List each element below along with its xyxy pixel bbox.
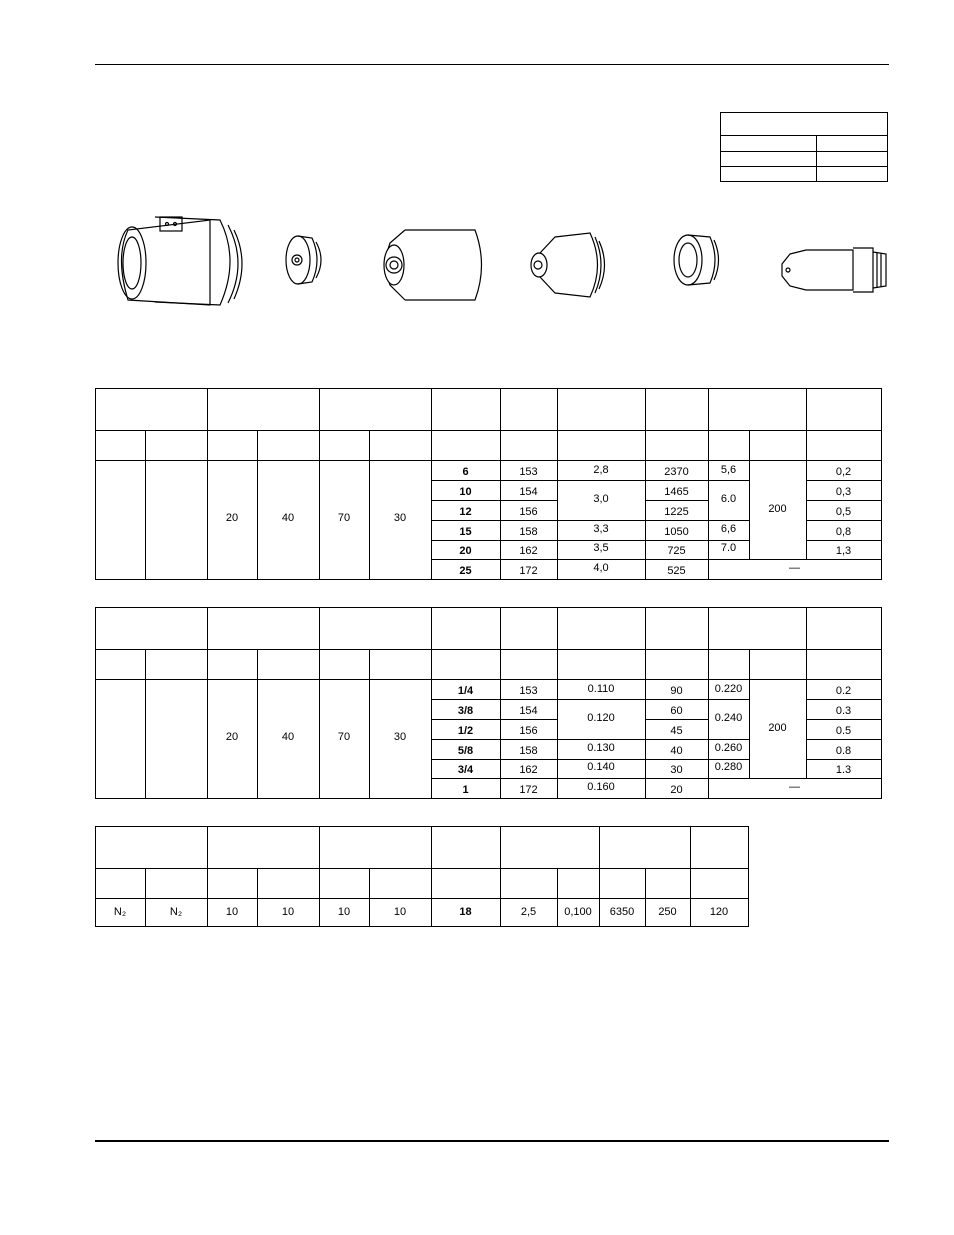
shield-gas-cell: N₂ — [169, 906, 183, 918]
electrode-icon — [778, 240, 893, 300]
shield-icon — [110, 205, 245, 310]
gas-flow-2: 40 — [281, 731, 295, 743]
gas-flow-3: 70 — [337, 512, 351, 524]
pierce-height-cell: 7.0 — [720, 542, 737, 554]
pierce-height-cell: 0.260 — [714, 742, 743, 754]
standoff-cell: 0.160 — [587, 781, 615, 793]
standoff-cell: 0.110 — [587, 683, 615, 695]
pierce-height-cell: 0.240 — [714, 712, 743, 724]
gas-flow-2: 40 — [281, 512, 295, 524]
pierce-height-cell: 5,6 — [720, 464, 737, 476]
thickness-cell: 12 — [459, 506, 472, 518]
pierce-height-cell: 6,6 — [720, 523, 737, 535]
thickness-cell: 6 — [462, 466, 469, 478]
value-cell: 6350 — [609, 906, 635, 918]
standoff-cell: 0.120 — [587, 712, 615, 724]
pierce-delay-cell: 0,8 — [835, 526, 852, 538]
thickness-cell: 20 — [459, 545, 472, 557]
speed-cell: 30 — [670, 764, 683, 776]
speed-cell: 525 — [667, 565, 686, 577]
thickness-cell: 5/8 — [457, 745, 474, 757]
dash-cell: — — [789, 562, 800, 574]
gas-flow-4: 30 — [393, 731, 407, 743]
value-cell: 2,5 — [520, 906, 537, 918]
voltage-cell: 162 — [519, 764, 538, 776]
voltage-cell: 172 — [519, 784, 538, 796]
thickness-cell: 1/2 — [457, 725, 474, 737]
value-cell: 10 — [337, 906, 351, 918]
thickness-cell: 1 — [462, 784, 469, 796]
thickness-cell: 10 — [459, 486, 472, 498]
standoff-cell: 3,3 — [593, 523, 609, 535]
pierce-height-cell: 0.280 — [714, 761, 743, 773]
gas-flow-1: 20 — [225, 731, 239, 743]
value-cell: 0,100 — [564, 906, 592, 918]
speed-cell: 45 — [670, 725, 683, 737]
standoff-cell: 0.140 — [587, 761, 615, 773]
pct-cell: 200 — [768, 503, 787, 515]
speed-cell: 1050 — [664, 526, 689, 538]
speed-cell: 20 — [670, 784, 683, 796]
value-cell: 10 — [281, 906, 295, 918]
gas-flow-1: 20 — [225, 512, 239, 524]
pierce-delay-cell: 0.3 — [835, 705, 852, 717]
speed-cell: 1465 — [664, 486, 689, 498]
thickness-cell: 1/4 — [457, 685, 474, 697]
voltage-cell: 158 — [519, 526, 538, 538]
gas-flow-3: 70 — [337, 731, 351, 743]
pierce-delay-cell: 0.2 — [835, 685, 852, 697]
standoff-cell: 4,0 — [593, 562, 609, 574]
gas-flow-4: 30 — [393, 512, 407, 524]
speed-cell: 725 — [667, 545, 686, 557]
standoff-cell: 3,0 — [593, 493, 609, 505]
retaining-cap-icon — [380, 225, 490, 305]
voltage-cell: 162 — [519, 545, 538, 557]
voltage-cell: 153 — [519, 466, 538, 478]
value-cell: 18 — [459, 906, 472, 918]
dash-cell: — — [789, 781, 800, 793]
pierce-delay-cell: 0,3 — [835, 486, 852, 498]
value-cell: 250 — [658, 906, 677, 918]
pierce-height-cell: 0.220 — [714, 683, 743, 695]
pierce-delay-cell: 0.8 — [835, 745, 852, 757]
voltage-cell: 154 — [519, 486, 538, 498]
speed-cell: 60 — [670, 705, 683, 717]
standoff-cell: 2,8 — [593, 464, 609, 476]
value-cell: 10 — [393, 906, 407, 918]
nozzle-icon — [525, 225, 610, 305]
speed-cell: 1225 — [664, 506, 689, 518]
value-cell: 120 — [709, 906, 729, 918]
voltage-cell: 172 — [519, 565, 538, 577]
voltage-cell: 156 — [519, 725, 538, 737]
pierce-delay-cell: 0,5 — [835, 506, 852, 518]
pierce-delay-cell: 0,2 — [835, 466, 852, 478]
pct-cell: 200 — [768, 722, 787, 734]
voltage-cell: 156 — [519, 506, 538, 518]
voltage-cell: 154 — [519, 705, 538, 717]
speed-cell: 40 — [670, 745, 683, 757]
consumable-parts — [100, 205, 900, 315]
voltage-cell: 153 — [519, 685, 538, 697]
standoff-cell: 0.130 — [587, 742, 615, 754]
header-rule — [95, 64, 889, 65]
speed-cell: 2370 — [664, 466, 689, 478]
shield-cap-icon — [280, 230, 330, 310]
thickness-cell: 25 — [459, 565, 472, 577]
pierce-delay-cell: 1.3 — [835, 764, 852, 776]
pierce-delay-cell: 0.5 — [835, 725, 852, 737]
thickness-cell: 15 — [459, 526, 472, 538]
pierce-delay-cell: 1,3 — [835, 545, 852, 557]
thickness-cell: 3/4 — [457, 764, 474, 776]
pierce-height-cell: 6.0 — [720, 493, 737, 505]
swirl-ring-icon — [668, 230, 728, 310]
speed-cell: 90 — [670, 685, 683, 697]
voltage-cell: 158 — [519, 745, 538, 757]
value-cell: 10 — [225, 906, 239, 918]
footer-rule — [95, 1140, 889, 1142]
thickness-cell: 3/8 — [457, 705, 474, 717]
part-key-table — [720, 112, 888, 182]
plasma-gas-cell: N₂ — [113, 906, 127, 918]
standoff-cell: 3,5 — [593, 542, 609, 554]
